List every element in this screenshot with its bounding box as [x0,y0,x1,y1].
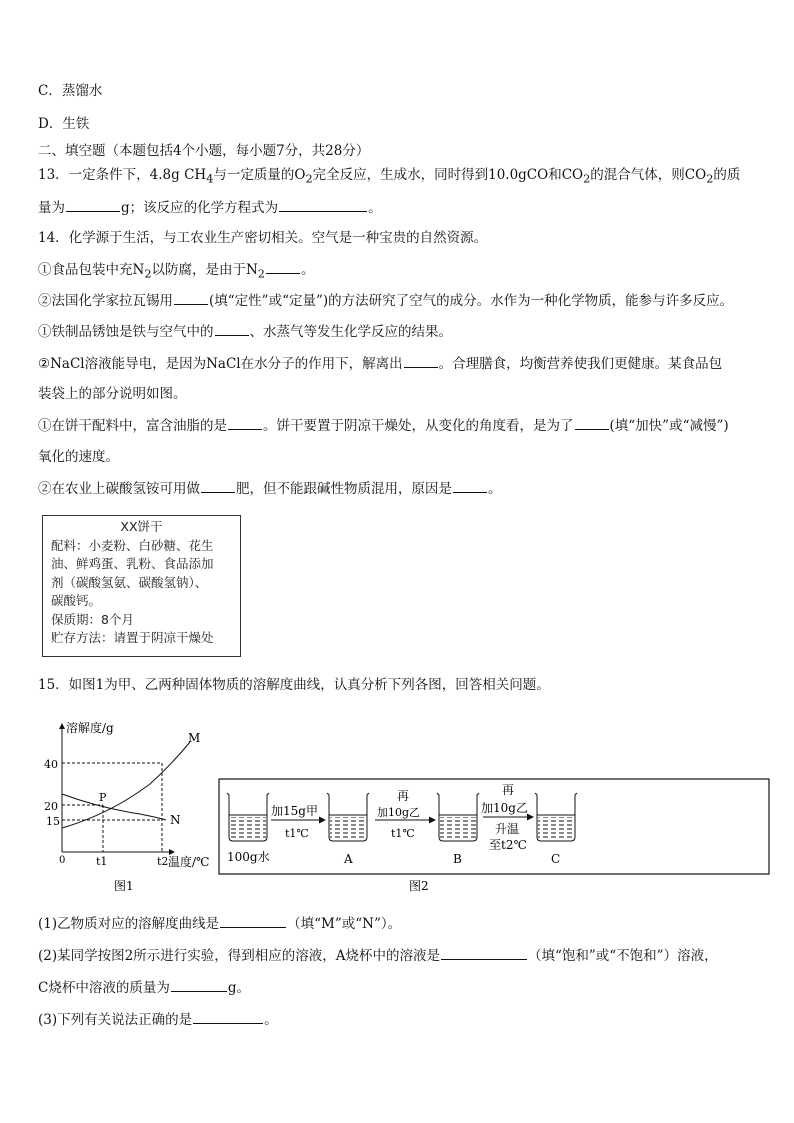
curve-label-n: N [170,813,181,827]
answer-blank[interactable] [201,479,235,493]
answer-blank[interactable] [228,416,262,430]
point-label-p: P [99,791,107,804]
step2-label: 再 [397,789,410,803]
step1-label: 加15g甲 [271,804,318,818]
food-label-line: 贮存方法：请置于阴凉干燥处 [51,630,214,645]
beaker-label-c: C [551,852,561,866]
figure2-experiment-diagram [215,775,775,900]
answer-blank[interactable] [174,291,208,305]
beaker-b [437,793,479,841]
q15-p1: (1)乙物质对应的溶解度曲线是 （填“M”或“N”）。 [38,916,402,932]
q14-s4-cont: 装袋上的部分说明如图。 [38,386,187,402]
figure2-caption: 图2 [409,879,429,893]
q14-s1: ①食品包装中充$N_2$以防腐，是由于$N_2$ 。 [38,262,315,281]
answer-blank[interactable] [220,914,286,928]
start-label: 100g水 [227,850,270,864]
answer-blank[interactable] [453,479,487,493]
step1-temp: t1℃ [285,827,309,840]
food-label-title: XX饼干 [120,519,163,534]
q14-s6: ②在农业上碳酸氢铵可用做 肥，但不能跟碱性物质混用，原因是 。 [38,481,502,497]
q15-intro: 15．如图1为甲、乙两种固体物质的溶解度曲线，认真分析下列各图，回答相关问题。 [38,677,550,693]
step3-temp: 至t2℃ [489,838,527,852]
y-tick-label: 40 [44,758,58,771]
x-axis-label: 温度/℃ [168,855,210,869]
q14-s3: ①铁制品锈蚀是铁与空气中的 、水蒸气等发生化学反应的结果。 [38,324,452,340]
answer-blank[interactable] [266,260,300,274]
answer-blank[interactable] [279,198,367,212]
q15-p2-cont: C烧杯中溶液的质量为 g。 [38,980,250,996]
food-label-line: 保质期：8个月 [51,611,134,627]
y-tick-label: 20 [44,800,58,813]
figure1-solubility-chart [40,712,230,897]
food-label-line: 碳酸钙。 [51,593,102,608]
x-tick-label: t2 [157,855,169,868]
answer-blank[interactable] [215,322,249,336]
step3-label: 再 [502,783,515,797]
step2-label: 加10g乙 [377,806,421,819]
q13-line2: 量为 g；该反应的化学方程式为 。 [38,200,382,216]
answer-blank[interactable] [404,354,438,368]
answer-blank[interactable] [193,1010,263,1024]
y-tick-label: 15 [46,815,60,828]
q15-p2: (2)某同学按图2所示进行实验，得到相应的溶液，A烧杯中的溶液是 （填“饱和”或“不饱和”）溶液， [38,948,718,964]
beaker-c [535,793,577,841]
answer-blank[interactable] [66,198,120,212]
q14-s2: ②法国化学家拉瓦锡用 (填“定性”或“定量”)的方法研究了空气的成分。水作为一种化学物质，能参与许多反应。 [38,293,734,309]
step3-label: 升温 [495,822,520,836]
origin-label: 0 [59,855,66,866]
q14-s4: ②NaCl溶液能导电，是因为NaCl在水分子的作用下，解离出 。合理膳食，均衡营养使我们更健康。某食品包 [38,356,723,372]
option-c: C．蒸馏水 [38,83,103,99]
food-label-line: 油、鲜鸡蛋、乳粉、食品添加 [51,556,214,571]
y-axis-label: 溶解度/g [66,721,114,735]
step3-label: 加10g乙 [481,801,528,815]
food-label-line: 剂（碳酸氢氨、碳酸氢钠）、 [51,574,208,590]
step2-temp: t1℃ [391,827,415,840]
x-tick-label: t1 [96,855,108,868]
answer-blank[interactable] [441,946,527,960]
answer-blank[interactable] [575,416,609,430]
beaker-start [227,793,269,841]
beaker-a [327,793,369,841]
option-d: D．生铁 [38,116,90,132]
q14-s5: ①在饼干配料中，富含油脂的是 。饼干要置于阴凉干燥处，从变化的角度看，是为了 (填“加快”或“减慢”) [38,418,729,434]
figure1-caption: 图1 [114,879,134,893]
curve-label-m: M [188,731,201,745]
q15-p3: (3)下列有关说法正确的是 。 [38,1012,278,1028]
q14-s5-cont: 氧化的速度。 [38,449,119,465]
beaker-label-a: A [344,852,353,866]
beaker-label-b: B [453,852,462,866]
answer-blank[interactable] [171,978,227,992]
food-label-line: 配料：小麦粉、白砂糖、花生 [51,537,214,553]
q13-line1: 13．一定条件下，4.8g $CH_4$与一定质量的$O_2$完全反应，生成水，同时得到10.0gCO和$CO_2$的混合气体，则$CO_2$的质 [38,167,741,186]
q14-intro: 14．化学源于生活，与工农业生产密切相关。空气是一种宝贵的自然资源。 [38,230,488,246]
food-label-box [42,515,241,657]
section-heading: 二、填空题（本题包括4个小题，每小题7分，共28分） [38,143,370,159]
